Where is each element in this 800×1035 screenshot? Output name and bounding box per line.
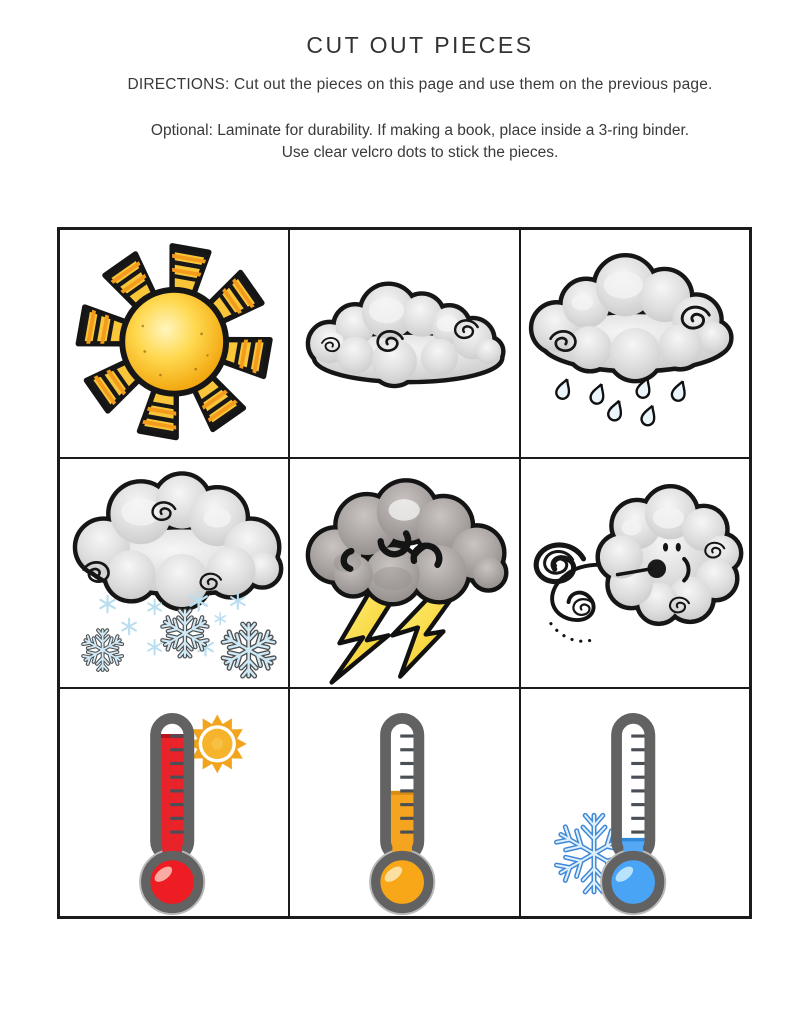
lightning-cloud-icon bbox=[290, 459, 518, 686]
optional-line-1: Optional: Laminate for durability. If making a book, place inside a 3-ring binder. bbox=[150, 122, 690, 139]
cell-warm bbox=[289, 688, 519, 917]
rain-cloud-icon bbox=[521, 230, 749, 457]
cell-hot bbox=[59, 688, 289, 917]
warm-thermometer-icon bbox=[290, 689, 518, 916]
cell-stormy bbox=[289, 458, 519, 687]
optional-text bbox=[40, 120, 800, 164]
raindrops bbox=[554, 376, 687, 426]
page-title: CUT OUT PIECES bbox=[306, 32, 534, 58]
wind-cloud-icon bbox=[521, 459, 749, 686]
hot-thermometer-icon bbox=[60, 689, 288, 916]
cell-cold bbox=[520, 688, 750, 917]
cell-windy bbox=[520, 458, 750, 687]
cell-snowy bbox=[59, 458, 289, 687]
snow-cloud-icon bbox=[60, 459, 288, 686]
cell-sunny bbox=[59, 229, 289, 458]
snowflakes bbox=[83, 611, 275, 677]
directions-text: DIRECTIONS: Cut out the pieces on this page and use them on the previous page. bbox=[127, 76, 713, 93]
optional-line-2: Use clear velcro dots to stick the pieces. bbox=[281, 144, 559, 161]
header bbox=[40, 0, 800, 164]
sun-icon bbox=[60, 230, 288, 457]
small-sun-icon bbox=[188, 714, 247, 773]
cold-thermometer-icon bbox=[521, 689, 749, 916]
cell-cloudy bbox=[289, 229, 519, 458]
cloud-icon bbox=[290, 230, 518, 457]
cell-rainy bbox=[520, 229, 750, 458]
cutout-grid bbox=[57, 227, 752, 919]
